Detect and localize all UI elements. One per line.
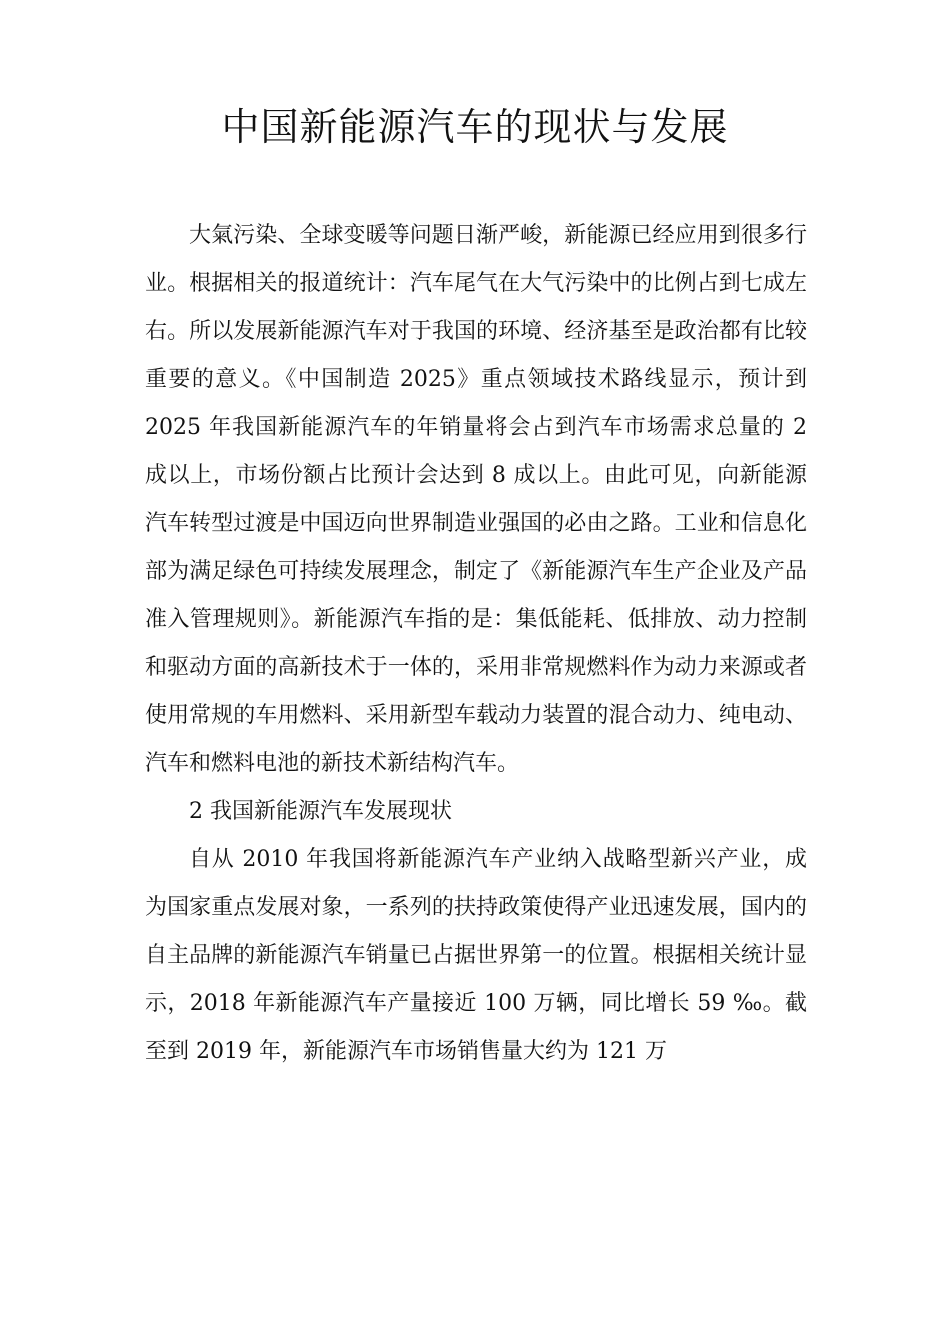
document-body	[145, 212, 807, 1076]
intro-paragraph: 大氣污染、全球变暖等问题日渐严峻，新能源已经应用到很多行业。根据相关的报道统计：汽车尾气在大气污染中的比例占到七成左右。所以发展新能源汽车对于我国的环境、经济基至是政治都有比较重要的意义。《中国制造 2025》重点领域技术路线显示，预计到 2025 年我国新能源汽车的年销量将会占到汽车市场需求总量的 2 成以上，市场份额占比预计会达到 8 成以上。由此可见，向新能源汽车转型过渡是中国迈向世界制造业强国的必由之路。工业和信息化部为满足绿色可持续发展理念，制定了《新能源汽车生产企业及产品准入管理规则》。新能源汽车指的是：集低能耗、低排放、动力控制和驱动方面的高新技术于一体的，采用非常规燃料作为动力来源或者使用常规的车用燃料、采用新型车载动力装置的混合动力、纯电动、汽车和燃料电池的新技术新结构汽车。	[145, 223, 807, 776]
section-paragraph: 自从 2010 年我国将新能源汽车产业纳入战略型新兴产业，成为国家重点发展对象，一系列的扶持政策使得产业迅速发展，国内的自主品牌的新能源汽车销量已占据世界第一的位置。根据相关统计显示，2018 年新能源汽车产量接近 100 万辆，同比增长 59 ‰。截至到 2019 年，新能源汽车市场销售量大约为 121 万	[145, 847, 807, 1064]
document-title: 中国新能源汽车的现状与发展	[221, 105, 729, 149]
section-heading: 2 我国新能源汽车发展现状	[189, 799, 452, 824]
